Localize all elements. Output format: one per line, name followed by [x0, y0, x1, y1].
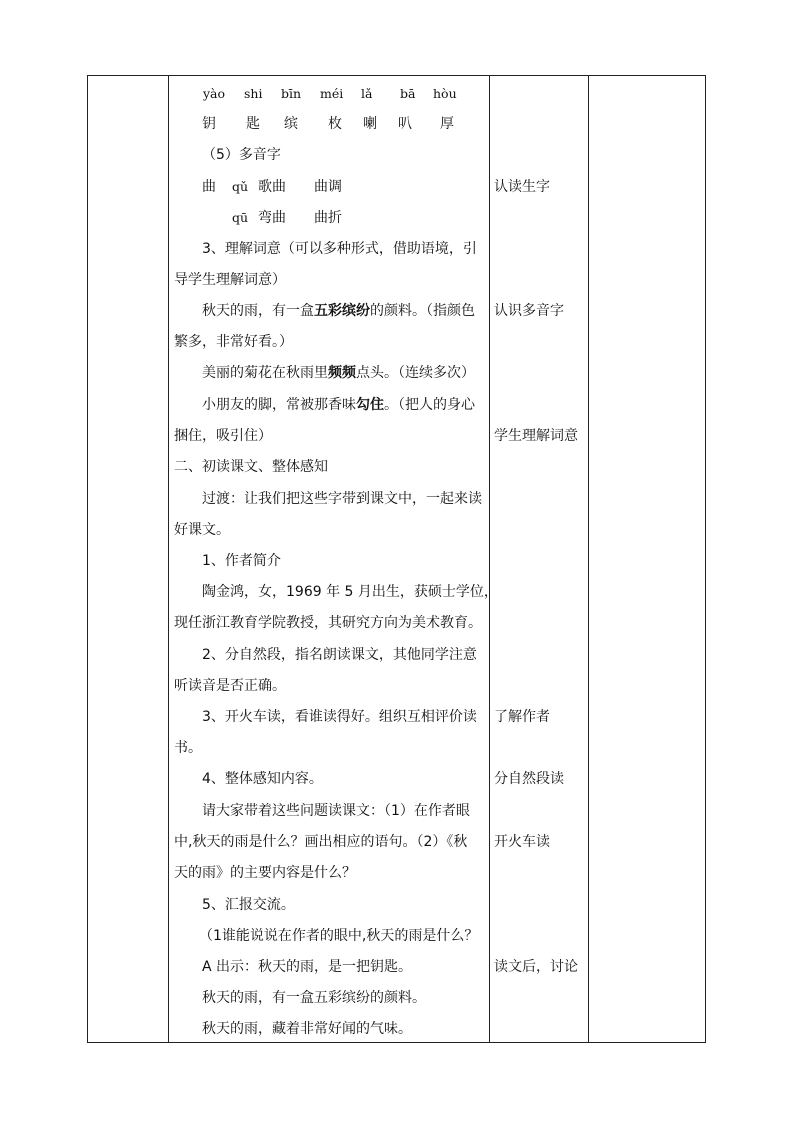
polyphonic-word: 曲折 [314, 210, 342, 226]
author-heading: 1、作者简介 [202, 553, 281, 569]
reading-step-3: 3、开火车读，看谁读得好。组织互相评价读 [202, 709, 477, 725]
item-3-cont: 导学生理解词意） [174, 272, 286, 288]
lesson-plan-table [87, 75, 706, 1043]
shown-sentence: 秋天的雨，藏着非常好闻的气味。 [202, 1021, 412, 1037]
pinyin: méi [320, 86, 344, 101]
polyphonic-word: 弯曲 [258, 210, 286, 226]
item-3: 3、理解词意（可以多种形式，借助语境，引 [202, 241, 477, 257]
pinyin: yào [203, 86, 226, 101]
reading-step-2: 2、分自然段，指名朗读课文，其他同学注意 [202, 647, 477, 663]
pinyin: shi [244, 86, 263, 101]
column-divider [489, 76, 490, 1042]
polyphonic-char: 曲 [202, 179, 216, 195]
transition-cont: 好课文。 [174, 522, 230, 538]
example-3: 小朋友的脚，常被那香味勾住。（把人的身心 [202, 397, 475, 413]
note: 分自然段读 [494, 771, 564, 787]
vocab-char: 枚 [328, 116, 342, 132]
questions-cont: 中,秋天的雨是什么？画出相应的语句。（2）《秋 [174, 834, 468, 850]
polyphonic-word: 曲调 [314, 179, 342, 195]
example-1: 秋天的雨，有一盒五彩缤纷的颜料。（指颜色 [202, 303, 475, 319]
polyphonic-heading: （5）多音字 [202, 147, 281, 163]
polyphonic-pinyin: qǔ [232, 179, 249, 194]
shown-sentence: 秋天的雨，有一盒五彩缤纷的颜料。 [202, 990, 426, 1006]
example-3-cont: 捆住，吸引住） [174, 428, 272, 444]
polyphonic-word: 歌曲 [258, 179, 286, 195]
note: 读文后，讨论 [494, 959, 578, 975]
note: 开火车读 [494, 834, 550, 850]
pinyin: hòu [433, 86, 457, 101]
column-divider [168, 76, 169, 1042]
shown-sentence: A 出示：秋天的雨，是一把钥匙。 [202, 959, 413, 975]
example-2: 美丽的菊花在秋雨里频频点头。（连续多次） [202, 365, 475, 381]
vocab-char: 叭 [398, 116, 412, 132]
note: 认识多音字 [494, 303, 564, 319]
polyphonic-pinyin: qū [232, 210, 249, 225]
column-divider [588, 76, 589, 1042]
section-heading: 二、初读课文、整体感知 [174, 459, 328, 475]
note: 认读生字 [494, 179, 550, 195]
note: 了解作者 [494, 709, 550, 725]
pinyin: bīn [281, 86, 302, 101]
transition: 过渡：让我们把这些字带到课文中，一起来读 [202, 491, 482, 507]
questions: 请大家带着这些问题读课文：（1）在作者眼 [202, 803, 470, 819]
vocab-char: 匙 [246, 116, 260, 132]
discussion-question: （1谁能说说在作者的眼中,秋天的雨是什么？ [199, 928, 479, 944]
vocab-char: 缤 [284, 116, 298, 132]
reading-step-5: 5、汇报交流。 [202, 897, 295, 913]
reading-step-2-cont: 听读音是否正确。 [174, 678, 286, 694]
reading-step-3-cont: 书。 [174, 740, 202, 756]
vocab-char: 厚 [440, 116, 454, 132]
note: 学生理解词意 [494, 428, 578, 444]
vocab-char: 钥 [202, 116, 216, 132]
author-text: 陶金鸿，女，1969 年 5 月出生，获硕士学位， [202, 584, 498, 600]
questions-cont: 天的雨》的主要内容是什么？ [174, 865, 356, 881]
example-1-cont: 繁多，非常好看。） [174, 334, 293, 350]
author-text-cont: 现任浙江教育学院教授，其研究方向为美术教育。 [174, 615, 482, 631]
pinyin: lǎ [361, 86, 373, 101]
reading-step-4: 4、整体感知内容。 [202, 771, 323, 787]
vocab-char: 喇 [363, 116, 377, 132]
pinyin: bā [400, 86, 416, 101]
